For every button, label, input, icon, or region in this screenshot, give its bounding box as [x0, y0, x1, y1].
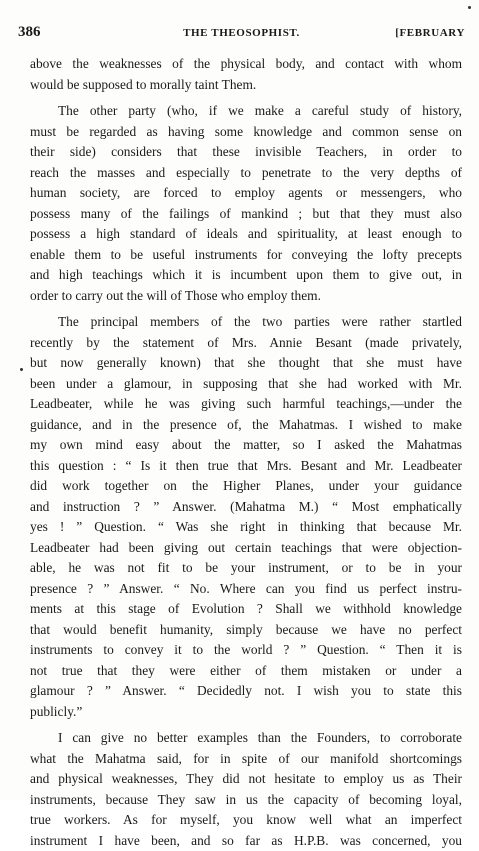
text-line: possess many of the failings of mankind ; but that they must also: [30, 204, 462, 225]
text-line: instrument I have been, and so far as H.P.B. was concerned, you: [30, 831, 462, 851]
body-text: [30, 54, 462, 851]
page-number: 386: [18, 24, 41, 41]
text-line: instruments to convey it to the world ? ” Question. “ Then it is: [30, 640, 462, 661]
text-line: yes ! ” Question. “ Was she right in thinking that because Mr.: [30, 517, 462, 538]
text-line: I can give no better examples than the Founders, to corroborate: [30, 728, 462, 749]
text-line: The principal members of the two parties were rather startled: [30, 312, 462, 333]
text-line: ments at this stage of Evolution ? Shall we withhold knowledge: [30, 599, 462, 620]
text-line: presence ? ” Answer. “ No. Where can you find us perfect instru-: [30, 579, 462, 600]
page-header: [18, 24, 465, 44]
text-line: enable them to be useful instruments for conveying the lofty precepts: [30, 245, 462, 266]
text-line: and physical weaknesses, They did not hesitate to employ us as Their: [30, 769, 462, 790]
text-line: been under a glamour, in supposing that she had worked with Mr.: [30, 374, 462, 395]
text-line: not true that they were either of them mistaken or under a: [30, 661, 462, 682]
text-line: recently by the statement of Mrs. Annie Besant (made privately,: [30, 333, 462, 354]
text-line: their side) considers that these invisible Teachers, in order to: [30, 142, 462, 163]
text-line: order to carry out the will of Those who employ them.: [30, 286, 462, 307]
paragraph: [30, 101, 462, 306]
text-line: that would benefit humanity, simply because we have no perfect: [30, 620, 462, 641]
paragraph: [30, 54, 462, 95]
text-line: Leadbeater had been giving out certain teachings that were objection-: [30, 538, 462, 559]
text-line: Leadbeater, while he was giving such harmful teachings,—under the: [30, 394, 462, 415]
text-line: reach the masses and especially to penetrate to the very depths of: [30, 163, 462, 184]
text-line: human society, are forced to employ agents or messengers, who: [30, 183, 462, 204]
header-month: [FEBRUARY: [395, 27, 465, 39]
text-line: possess a high standard of ideals and spirituality, at least enough to: [30, 224, 462, 245]
text-line: true workers. As for myself, you know well what an imperfect: [30, 810, 462, 831]
text-line: did work together on the Higher Planes, under your guidance: [30, 476, 462, 497]
text-line: publicly.”: [30, 702, 462, 723]
text-line: The other party (who, if we make a careful study of history,: [30, 101, 462, 122]
running-title: THE THEOSOPHIST.: [18, 27, 465, 39]
text-line: glamour ? ” Answer. “ Decidedly not. I wish you to state this: [30, 681, 462, 702]
paragraph: [30, 728, 462, 851]
text-line: would be supposed to morally taint Them.: [30, 75, 462, 96]
margin-mark: [20, 368, 23, 371]
text-line: but now generally known) that she thought that she must have: [30, 353, 462, 374]
text-line: guidance, and in the presence of, the Mahatmas. I wished to make: [30, 415, 462, 436]
margin-mark: [468, 6, 471, 9]
text-line: and high teachings which it is incumbent upon them to give out, in: [30, 265, 462, 286]
text-line: what the Mahatma said, for in spite of our manifold shortcomings: [30, 749, 462, 770]
text-line: and instruction ? ” Answer. (Mahatma M.) “ Most emphatically: [30, 497, 462, 518]
text-line: above the weaknesses of the physical body, and contact with whom: [30, 54, 462, 75]
paragraph: [30, 312, 462, 722]
text-line: able, he was not fit to be your instrument, or to be in your: [30, 558, 462, 579]
text-line: this question : “ Is it then true that Mrs. Besant and Mr. Leadbeater: [30, 456, 462, 477]
text-line: my own mind easy about the matter, so I asked the Mahatmas: [30, 435, 462, 456]
text-line: must be regarded as having some knowledge and common sense on: [30, 122, 462, 143]
text-line: instruments, because They saw in us the capacity of becoming loyal,: [30, 790, 462, 811]
